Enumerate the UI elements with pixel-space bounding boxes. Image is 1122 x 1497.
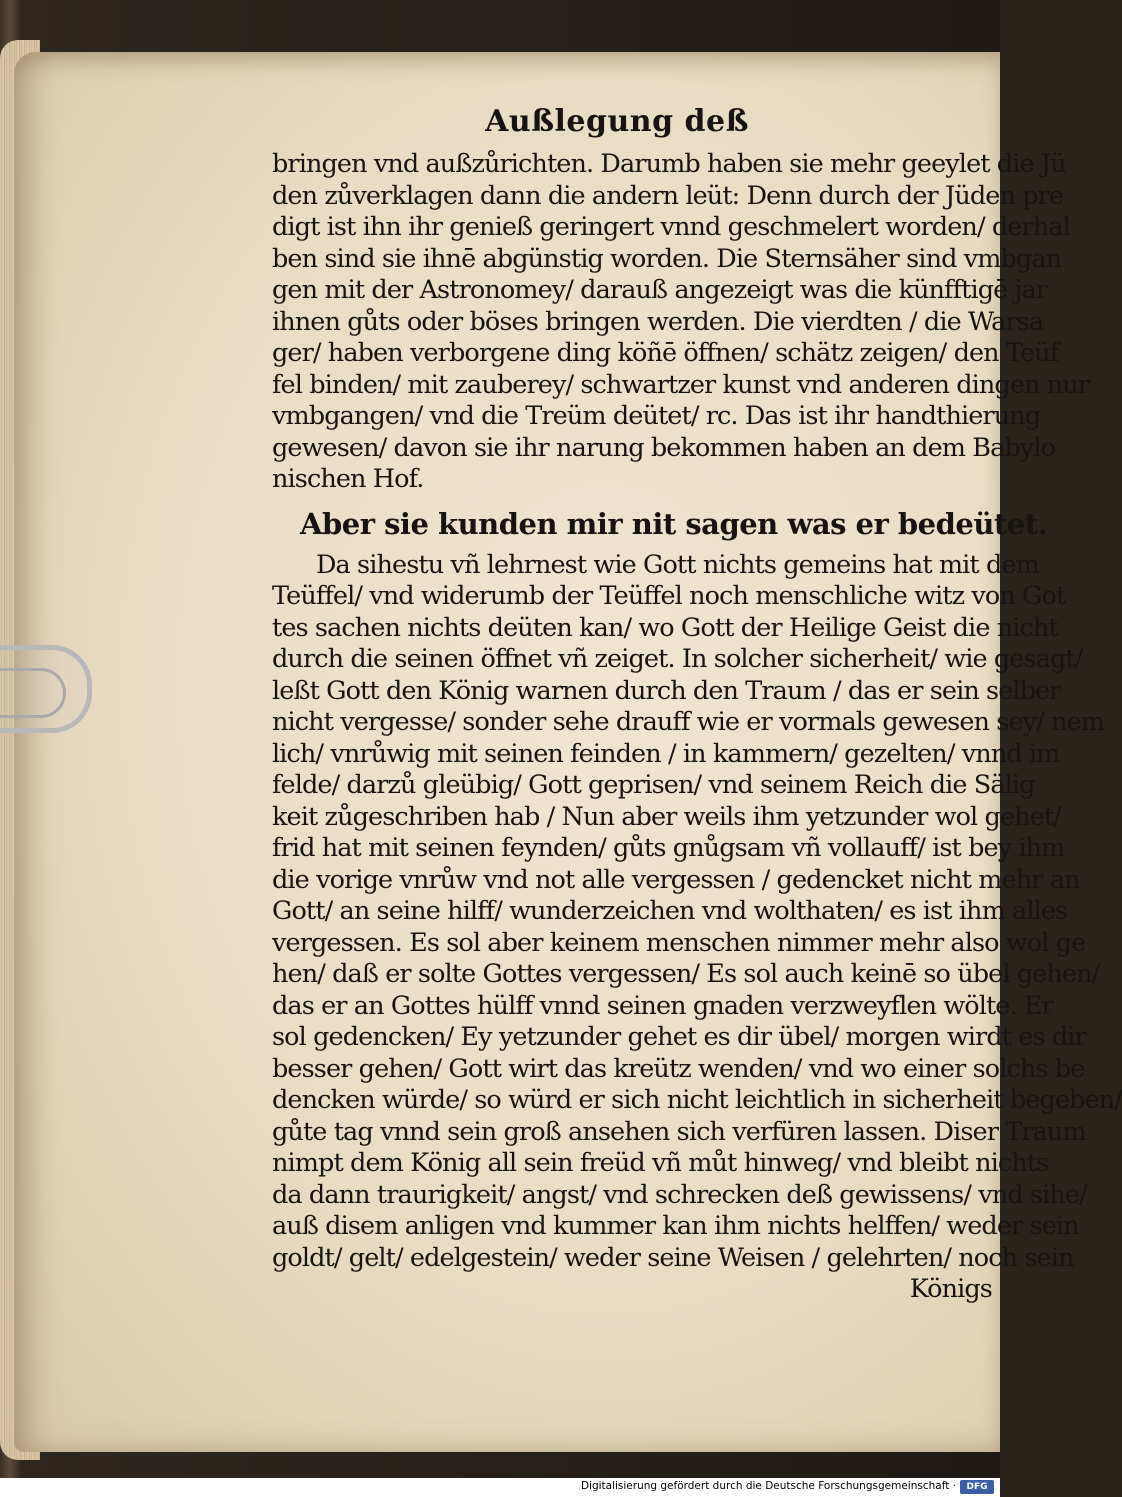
line: das er an Gottes hülff vnnd seinen gnaden verzweyflen wölte. Er bbox=[272, 990, 1053, 1021]
line: die vorige vnrůw vnd not alle vergessen / gedencket nicht mehr an bbox=[272, 864, 1080, 895]
text-block bbox=[272, 100, 1122, 1306]
line: nimpt dem König all sein freüd vñ můt hinweg/ vnd bleibt nichts bbox=[272, 1148, 1049, 1178]
line: ihnen gůts oder böses bringen werden. Die vierdten / die Warsa bbox=[272, 306, 1044, 337]
line: ben sind sie ihnē abgünstig worden. Die Sternsäher sind vmbgan bbox=[272, 243, 1062, 274]
line: keit zůgeschriben hab / Nun aber weils ihm yetzunder wol gehet/ bbox=[272, 801, 1061, 832]
section-heading: Aber sie kunden mir nit sagen was er bedeütet. bbox=[300, 506, 1048, 541]
funding-notice: Digitalisierung gefördert durch die Deutsche Forschungsgemeinschaft · bbox=[580, 1480, 956, 1492]
line: den zůverklagen dann die andern leüt: Denn durch der Jüden pre bbox=[272, 180, 1064, 211]
line: ger/ haben verborgene ding köñē öffnen/ schätz zeigen/ den Teüf bbox=[272, 338, 1059, 368]
line: felde/ darzů gleübig/ Gott geprisen/ vnd seinem Reich die Sälig bbox=[272, 770, 1035, 800]
line: vmbgangen/ vnd die Treüm deütet/ rc. Das ist ihr handthierung bbox=[272, 401, 1041, 431]
line: besser gehen/ Gott wirt das kreütz wenden/ vnd wo einer solchs be bbox=[272, 1053, 1085, 1084]
line: durch die seinen öffnet vñ zeiget. In solcher sicherheit/ wie gesagt/ bbox=[272, 644, 1083, 674]
line: gewesen/ davon sie ihr narung bekommen haben an dem Babylo bbox=[272, 432, 1056, 463]
footer-bar bbox=[0, 1478, 1000, 1497]
line: Da sihestu vñ lehrnest wie Gott nichts gemeins hat mit dem bbox=[316, 549, 1039, 580]
line: da dann traurigkeit/ angst/ vnd schrecken deß gewissens/ vnd sihe/ bbox=[272, 1179, 1087, 1210]
line: frid hat mit seinen feynden/ gůts gnůgsam vñ vollauff/ ist bey ihm bbox=[272, 833, 1065, 863]
line: gůte tag vnnd sein groß ansehen sich verfüren lassen. Diser Traum bbox=[272, 1116, 1086, 1147]
line: Teüffel/ vnd widerumb der Teüffel noch menschliche witz von Got bbox=[272, 581, 1066, 611]
line: nischen Hof. bbox=[272, 464, 424, 494]
line: dencken würde/ so würd er sich nicht leichtlich in sicherheit begeben/ bbox=[272, 1085, 1122, 1115]
line: tes sachen nichts deüten kan/ wo Gott der Heilige Geist die nicht bbox=[272, 612, 1058, 643]
line: digt ist ihn ihr genieß geringert vnnd geschmelert worden/ derhal bbox=[272, 212, 1070, 242]
line: fel binden/ mit zauberey/ schwartzer kunst vnd anderen dingen nur bbox=[272, 369, 1090, 400]
line: leßt Gott den König warnen durch den Traum / das er sein selber bbox=[272, 675, 1061, 706]
line: goldt/ gelt/ edelgestein/ weder seine Weisen / gelehrten/ noch sein bbox=[272, 1242, 1074, 1273]
catchword: Königs bbox=[909, 1274, 992, 1304]
dfg-logo: DFG bbox=[960, 1480, 994, 1494]
paper-clip-inner-loop bbox=[0, 668, 66, 718]
line: gen mit der Astronomey/ darauß angezeigt was die künfftigē jar bbox=[272, 275, 1048, 305]
running-head: Außlegung deß bbox=[485, 104, 749, 139]
paper-clip bbox=[0, 645, 92, 733]
line: nicht vergesse/ sonder sehe drauff wie er vormals gewesen sey/ nem bbox=[272, 707, 1105, 737]
line: Gott/ an seine hilff/ wunderzeichen vnd wolthaten/ es ist ihm alles bbox=[272, 896, 1068, 926]
line: bringen vnd außzůrichten. Darumb haben sie mehr geeylet die Jü bbox=[272, 149, 1066, 179]
line: lich/ vnrůwig mit seinen feinden / in kammern/ gezelten/ vnnd im bbox=[272, 738, 1060, 769]
line: sol gedencken/ Ey yetzunder gehet es dir übel/ morgen wirdt es dir bbox=[272, 1022, 1086, 1052]
line: vergessen. Es sol aber keinem menschen nimmer mehr also wol ge bbox=[272, 927, 1086, 958]
line: auß disem anligen vnd kummer kan ihm nichts helffen/ weder sein bbox=[272, 1211, 1079, 1241]
line: hen/ daß er solte Gottes vergessen/ Es sol auch keinē so übel gehen/ bbox=[272, 959, 1100, 989]
